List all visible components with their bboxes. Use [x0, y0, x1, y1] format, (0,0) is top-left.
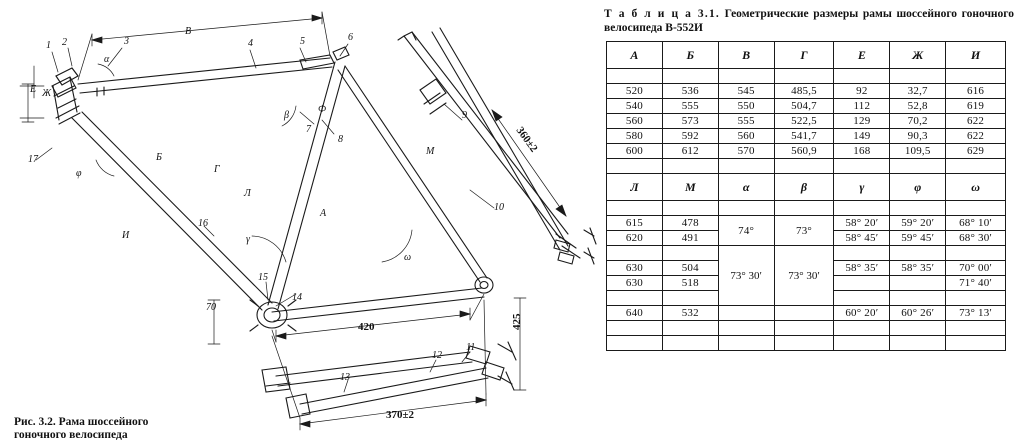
- callout-13: 13: [340, 372, 350, 383]
- cell-alpha-73-30: 73° 30′: [718, 246, 774, 306]
- label-omega: ω: [404, 252, 412, 263]
- table-row: 640 532 60° 20′ 60° 26′ 73° 13′: [607, 306, 1006, 321]
- table-row: 540 555 550 504,7 112 52,8 619: [607, 99, 1006, 114]
- label-B: Б: [156, 152, 162, 163]
- callout-7: 7: [306, 124, 311, 135]
- table-title: [604, 8, 1014, 35]
- table-row: [607, 69, 1006, 84]
- col-header-alpha: α: [718, 174, 774, 201]
- table-row: [607, 246, 1006, 261]
- table-row: [607, 159, 1006, 174]
- table-row: 520 536 545 485,5 92 32,7 616: [607, 84, 1006, 99]
- geometry-table: [606, 41, 1006, 351]
- dimension-370: 370±2: [386, 409, 415, 421]
- table-row: 580 592 560 541,7 149 90,3 622: [607, 129, 1006, 144]
- label-G: Г: [214, 164, 220, 175]
- label-gamma: γ: [246, 234, 250, 245]
- col-header-B: Б: [662, 42, 718, 69]
- col-header-phi: φ: [890, 174, 946, 201]
- callout-11: 11: [466, 342, 476, 353]
- table-row: 615 478 74° 73° 58° 20′ 59° 20′ 68° 10′: [607, 216, 1006, 231]
- label-70: 70: [206, 302, 216, 313]
- col-header-Zh: Ж: [890, 42, 946, 69]
- label-I: И: [122, 230, 130, 241]
- col-header-gamma: γ: [834, 174, 890, 201]
- callout-3: 3: [124, 36, 129, 47]
- callout-17: 17: [28, 154, 38, 165]
- col-header-V: В: [718, 42, 774, 69]
- callout-4: 4: [248, 38, 253, 49]
- col-header-M: М: [662, 174, 718, 201]
- callout-2: 2: [62, 37, 67, 48]
- table-header-row-top: [607, 42, 1006, 69]
- table-row: 630 518 71° 40′: [607, 276, 1006, 291]
- col-header-omega: ω: [946, 174, 1006, 201]
- callout-12: 12: [432, 350, 442, 361]
- table-row: 600 612 570 560,9 168 109,5 629: [607, 144, 1006, 159]
- table-row: 560 573 555 522,5 129 70,2 622: [607, 114, 1006, 129]
- col-header-A: А: [607, 42, 663, 69]
- table-row: 630 504 58° 35′ 58° 35′ 70° 00′: [607, 261, 1006, 276]
- table-row: [607, 321, 1006, 336]
- label-M: М: [426, 146, 435, 157]
- table-row: 620 491 58° 45′ 59° 45′ 68° 30′: [607, 231, 1006, 246]
- label-Zh: Ж: [42, 88, 52, 99]
- label-L: Л: [244, 188, 251, 199]
- callout-1: 1: [46, 40, 51, 51]
- label-phi: φ: [76, 168, 82, 179]
- label-beta: β: [284, 110, 289, 121]
- table-row: [607, 336, 1006, 351]
- label-F: Ф: [318, 104, 327, 115]
- label-alpha: α: [104, 54, 110, 65]
- table-row: [607, 201, 1006, 216]
- col-header-beta: β: [774, 174, 834, 201]
- callout-9: 9: [462, 110, 467, 121]
- dimension-360: 360±2: [513, 124, 540, 155]
- callout-5: 5: [300, 36, 305, 47]
- col-header-G: Г: [774, 42, 834, 69]
- col-header-E: Е: [834, 42, 890, 69]
- label-E: Е: [30, 84, 37, 95]
- col-header-L: Л: [607, 174, 663, 201]
- cell-beta-73-30: 73° 30′: [774, 246, 834, 306]
- dimension-425: 425: [511, 313, 523, 330]
- label-V: В: [185, 26, 192, 37]
- label-A: А: [320, 208, 327, 219]
- table-title-text: Геометрические размеры рамы шоссейного гоночного велосипеда В-552И: [604, 8, 1014, 34]
- callout-14: 14: [292, 292, 302, 303]
- table-title-lead: Т а б л и ц а 3.1.: [604, 8, 720, 20]
- col-header-I: И: [946, 42, 1006, 69]
- geometry-table-pane: [602, 8, 1014, 351]
- dimension-420: 420: [358, 321, 375, 333]
- callout-8: 8: [338, 134, 343, 145]
- table-header-row-bottom: [607, 174, 1006, 201]
- callout-15: 15: [258, 272, 268, 283]
- callout-6: 6: [348, 32, 353, 43]
- callout-10: 10: [494, 202, 504, 213]
- callout-16: 16: [198, 218, 208, 229]
- figure-caption: Рис. 3.2. Рама шоссейного гоночного велосипеда: [14, 416, 149, 441]
